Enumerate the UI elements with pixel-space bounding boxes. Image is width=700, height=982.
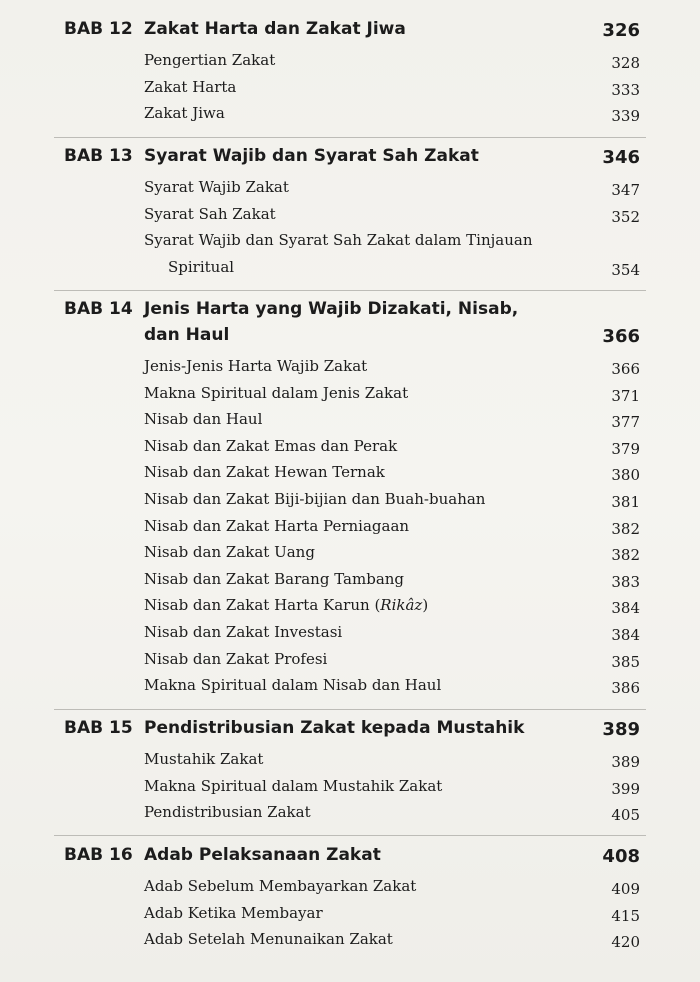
chapter-number: BAB 12: [64, 19, 133, 39]
toc-entry: [144, 672, 640, 699]
entry-page-number: 339: [611, 107, 640, 126]
chapter-heading: [64, 16, 640, 42]
entry-page-number: 328: [611, 54, 640, 72]
toc-entry: [144, 100, 640, 127]
toc-entry: [144, 799, 640, 826]
entry-page-number: 352: [611, 207, 640, 226]
entry-page-number: 405: [611, 806, 640, 825]
entry-title: Nisab dan Zakat Harta Perniagaan: [144, 516, 410, 535]
entry-page-number: 415: [611, 906, 640, 925]
toc-entry: [144, 353, 640, 380]
entry-title: Adab Sebelum Membayarkan Zakat: [144, 877, 417, 895]
chapter-bab-16: [64, 842, 640, 953]
chapter-number: BAB 16: [64, 845, 133, 865]
chapter-bab-13: [64, 143, 640, 280]
entry-page-number: 409: [611, 880, 640, 898]
entry-title-line-2: Spiritual: [168, 257, 235, 276]
toc-entry: [144, 47, 640, 74]
toc-entry: [144, 619, 640, 646]
entry-list: [144, 353, 640, 699]
entry-title: Pengertian Zakat: [144, 51, 276, 69]
entry-page-number: 385: [611, 652, 640, 671]
entry-page-number: 384: [611, 599, 640, 618]
toc-entry: [144, 513, 640, 540]
chapter-title: Zakat Harta dan Zakat Jiwa: [144, 19, 406, 39]
entry-title: Nisab dan Zakat Profesi: [144, 649, 328, 668]
toc-entry: [144, 227, 640, 280]
chapter-page-number: 346: [602, 147, 640, 168]
entry-list: [144, 47, 640, 127]
entry-title: Nisab dan Zakat Harta Karun (Rikâz): [144, 596, 429, 615]
divider: [54, 835, 646, 836]
entry-page-number: 389: [611, 753, 640, 771]
entry-title: Nisab dan Zakat Biji-bijian dan Buah-buahan: [144, 489, 486, 508]
entry-title: Mustahik Zakat: [144, 750, 264, 768]
entry-page-number: 377: [611, 413, 640, 432]
entry-title: Makna Spiritual dalam Mustahik Zakat: [144, 776, 443, 795]
toc-entry: [144, 74, 640, 101]
chapter-heading: [64, 715, 640, 741]
chapter-number: BAB 14: [64, 299, 133, 319]
toc-entry: [144, 773, 640, 800]
chapter-page-number: 326: [602, 20, 640, 41]
entry-title: Nisab dan Zakat Emas dan Perak: [144, 436, 398, 455]
toc-entry: [144, 746, 640, 773]
toc-entry: [144, 486, 640, 513]
toc-entry: [144, 174, 640, 201]
toc-entry: [144, 406, 640, 433]
entry-title: Pendistribusian Zakat: [144, 803, 311, 822]
toc-entry: [144, 926, 640, 953]
chapter-heading: [64, 143, 640, 169]
entry-page-number: 384: [611, 625, 640, 644]
toc-entry: [144, 459, 640, 486]
entry-page-number: 371: [611, 386, 640, 405]
entry-title: [144, 227, 580, 280]
entry-title: Nisab dan Zakat Barang Tambang: [144, 569, 405, 588]
chapter-number: BAB 15: [64, 718, 133, 738]
divider: [54, 290, 646, 291]
entry-page-number: 379: [611, 439, 640, 458]
entry-page-number: 380: [611, 466, 640, 485]
toc-entry: [144, 646, 640, 673]
entry-title: Makna Spiritual dalam Nisab dan Haul: [144, 676, 442, 695]
entry-page-number: 382: [611, 519, 640, 538]
entry-page-number: 382: [611, 546, 640, 565]
toc-entry: [144, 566, 640, 593]
entry-page-number: 386: [611, 679, 640, 698]
toc-entry: [144, 900, 640, 927]
toc-entry: [144, 433, 640, 460]
entry-list: [144, 746, 640, 826]
toc-entry: [144, 201, 640, 228]
chapter-bab-15: [64, 715, 640, 826]
entry-list: [144, 873, 640, 953]
entry-title: Nisab dan Zakat Investasi: [144, 622, 343, 641]
entry-page-number: 347: [611, 181, 640, 199]
toc-entry: [144, 539, 640, 566]
chapter-heading: [64, 842, 640, 868]
divider: [54, 137, 646, 138]
entry-title: Syarat Sah Zakat: [144, 204, 276, 223]
entry-title-line-1: Syarat Wajib dan Syarat Sah Zakat dalam Tinjauan: [144, 231, 533, 250]
entry-title: Makna Spiritual dalam Jenis Zakat: [144, 383, 409, 402]
toc-entry: [144, 873, 640, 900]
entry-title: Zakat Harta: [144, 77, 237, 96]
toc-entry: [144, 592, 640, 619]
divider: [54, 709, 646, 710]
chapter-title: Adab Pelaksanaan Zakat: [144, 845, 381, 865]
entry-title: Adab Setelah Menunaikan Zakat: [144, 930, 393, 949]
chapter-number: BAB 13: [64, 146, 133, 166]
chapter-page-number: 389: [602, 719, 640, 740]
entry-title: Nisab dan Zakat Uang: [144, 543, 315, 562]
chapter-page-number: 366: [602, 326, 640, 347]
entry-title: Adab Ketika Membayar: [144, 903, 323, 922]
chapter-heading: [64, 296, 640, 348]
chapter-page-number: 408: [602, 846, 640, 867]
entry-page-number: 354: [611, 260, 640, 279]
entry-title: Jenis-Jenis Harta Wajib Zakat: [144, 357, 368, 375]
entry-page-number: 366: [611, 360, 640, 378]
toc-entry: [144, 380, 640, 407]
entry-title: Nisab dan Haul: [144, 410, 263, 429]
chapter-title: Jenis Harta yang Wajib Dizakati, Nisab, dan Haul: [144, 299, 519, 345]
entry-page-number: 420: [611, 933, 640, 952]
chapter-bab-14: [64, 296, 640, 699]
entry-page-number: 333: [611, 80, 640, 99]
chapter-title: Pendistribusian Zakat kepada Mustahik: [144, 718, 525, 738]
entry-page-number: 399: [611, 779, 640, 798]
chapter-title: Syarat Wajib dan Syarat Sah Zakat: [144, 146, 479, 166]
entry-title: Nisab dan Zakat Hewan Ternak: [144, 463, 385, 482]
chapter-bab-12: [64, 16, 640, 127]
entry-page-number: 383: [611, 572, 640, 591]
entry-list: [144, 174, 640, 280]
entry-title: Syarat Wajib Zakat: [144, 178, 289, 196]
entry-page-number: 381: [611, 492, 640, 511]
entry-title: Zakat Jiwa: [144, 104, 225, 123]
